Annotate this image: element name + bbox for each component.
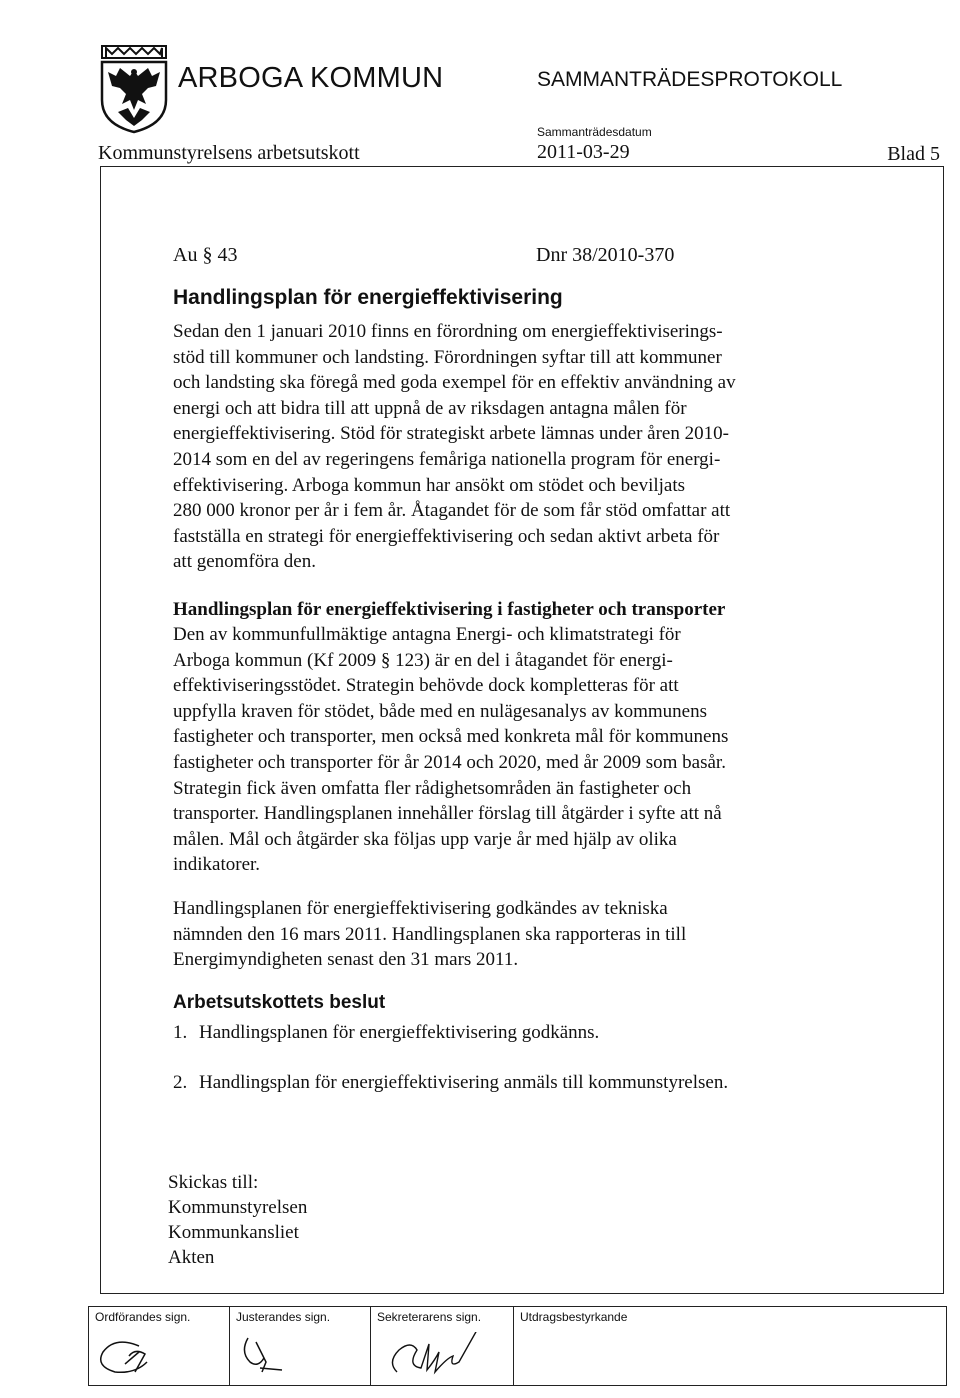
organization-name: ARBOGA KOMMUN bbox=[178, 62, 444, 94]
decision-text: Handlingsplan för energieffektivisering anmäls till kommunstyrelsen. bbox=[199, 1072, 729, 1093]
text-line: 280 000 kronor per år i fem år. Åtagandet för de som får stöd omfattar att bbox=[173, 500, 731, 522]
text-line: stöd till kommuner och landsting. Förordningen syftar till att kommuner bbox=[173, 346, 722, 368]
paragraph-approval bbox=[173, 896, 686, 973]
text-line: och landsting ska föregå med goda exempel för en effektiv användning av bbox=[173, 372, 736, 394]
text-line: Arboga kommun (Kf 2009 § 123) är en del i åtagandet för energi- bbox=[173, 649, 673, 671]
extract-certification-cell bbox=[514, 1307, 947, 1386]
text-line: Sedan den 1 januari 2010 finns en förordning om energieffektiviserings- bbox=[173, 321, 723, 342]
text-line: effektiviseringsstödet. Strategin behövde dock kompletteras för att bbox=[173, 675, 679, 697]
paragraph-strategy bbox=[173, 622, 728, 878]
secretary-signature-label: Sekreterarens sign. bbox=[377, 1310, 482, 1324]
section-heading: Handlingsplan för energieffektivisering bbox=[173, 286, 563, 309]
text-line: indikatorer. bbox=[173, 854, 261, 876]
chair-initials-mark bbox=[95, 1332, 185, 1378]
text-line: fastigheter och transporter för år 2014 och 2020, med år 2009 som basår. bbox=[173, 751, 726, 773]
text-line: nämnden den 16 mars 2011. Handlingsplanen ska rapporteras in till bbox=[173, 923, 687, 945]
extract-certification-label: Utdragsbestyrkande bbox=[520, 1310, 628, 1324]
document-type: SAMMANTRÄDESPROTOKOLL bbox=[537, 68, 843, 91]
decision-number: 2. bbox=[173, 1072, 188, 1093]
subsection-heading: Handlingsplan för energieffektivisering i fastigheter och transporter bbox=[173, 599, 726, 620]
signature-table bbox=[88, 1306, 947, 1386]
text-line: 2014 som en del av regeringens femåriga nationella program för energi- bbox=[173, 448, 721, 470]
chair-signature-label: Ordförandes sign. bbox=[95, 1310, 191, 1324]
text-line: att genomföra den. bbox=[173, 551, 316, 573]
text-line: energi och att bidra till att uppnå de av riksdagen antagna målen för bbox=[173, 397, 687, 419]
decision-text: Handlingsplanen för energieffektivisering godkänns. bbox=[199, 1022, 600, 1043]
municipal-crest-logo bbox=[98, 42, 170, 134]
distribution-recipient: Akten bbox=[168, 1247, 215, 1268]
decision-heading: Arbetsutskottets beslut bbox=[173, 992, 386, 1013]
text-line: Energimyndigheten senast den 31 mars 2011. bbox=[173, 949, 519, 971]
text-line: fastigheter och transporter, men också med konkreta mål för kommunens bbox=[173, 726, 729, 748]
paragraph-background bbox=[173, 319, 736, 575]
distribution-label: Skickas till: bbox=[168, 1172, 259, 1193]
text-line: energieffektivisering. Stöd för strategiskt arbete lämnas under åren 2010- bbox=[173, 423, 729, 445]
decision-item bbox=[173, 1072, 728, 1094]
decision-number: 1. bbox=[173, 1022, 188, 1043]
chair-signature-cell bbox=[89, 1307, 230, 1386]
distribution-list bbox=[168, 1170, 307, 1270]
meeting-date-label: Sammanträdesdatum bbox=[537, 125, 652, 139]
secretary-initials-mark bbox=[377, 1332, 497, 1378]
page-number: Blad 5 bbox=[887, 143, 940, 165]
text-line: uppfylla kraven för stödet, både med en nulägesanalys av kommunens bbox=[173, 700, 707, 722]
secretary-signature-cell bbox=[371, 1307, 514, 1386]
distribution-recipient: Kommunkansliet bbox=[168, 1222, 299, 1243]
text-line: effektivisering. Arboga kommun har ansökt om stödet och beviljats bbox=[173, 474, 686, 496]
case-number: Au § 43 bbox=[173, 244, 238, 266]
adjuster-signature-cell bbox=[230, 1307, 371, 1386]
committee-name: Kommunstyrelsens arbetsutskott bbox=[98, 142, 360, 164]
text-line: Den av kommunfullmäktige antagna Energi- och klimatstrategi för bbox=[173, 624, 681, 645]
text-line: transporter. Handlingsplanen innehåller förslag till åtgärder i syfte att nå bbox=[173, 803, 722, 825]
text-line: Strategin fick även omfatta fler rådighetsområden än fastigheter och bbox=[173, 777, 692, 799]
decision-item bbox=[173, 1022, 599, 1044]
distribution-recipient: Kommunstyrelsen bbox=[168, 1197, 308, 1218]
meeting-date: 2011-03-29 bbox=[537, 141, 630, 163]
adjuster-signature-label: Justerandes sign. bbox=[236, 1310, 331, 1324]
adjuster-initials-mark bbox=[236, 1332, 326, 1378]
text-line: Handlingsplanen för energieffektivisering godkändes av tekniska bbox=[173, 898, 668, 919]
text-line: målen. Mål och åtgärder ska följas upp varje år med hjälp av olika bbox=[173, 828, 677, 850]
text-line: fastställa en strategi för energieffektivisering och sedan aktivt arbeta för bbox=[173, 525, 720, 547]
diary-number: Dnr 38/2010-370 bbox=[536, 244, 675, 266]
